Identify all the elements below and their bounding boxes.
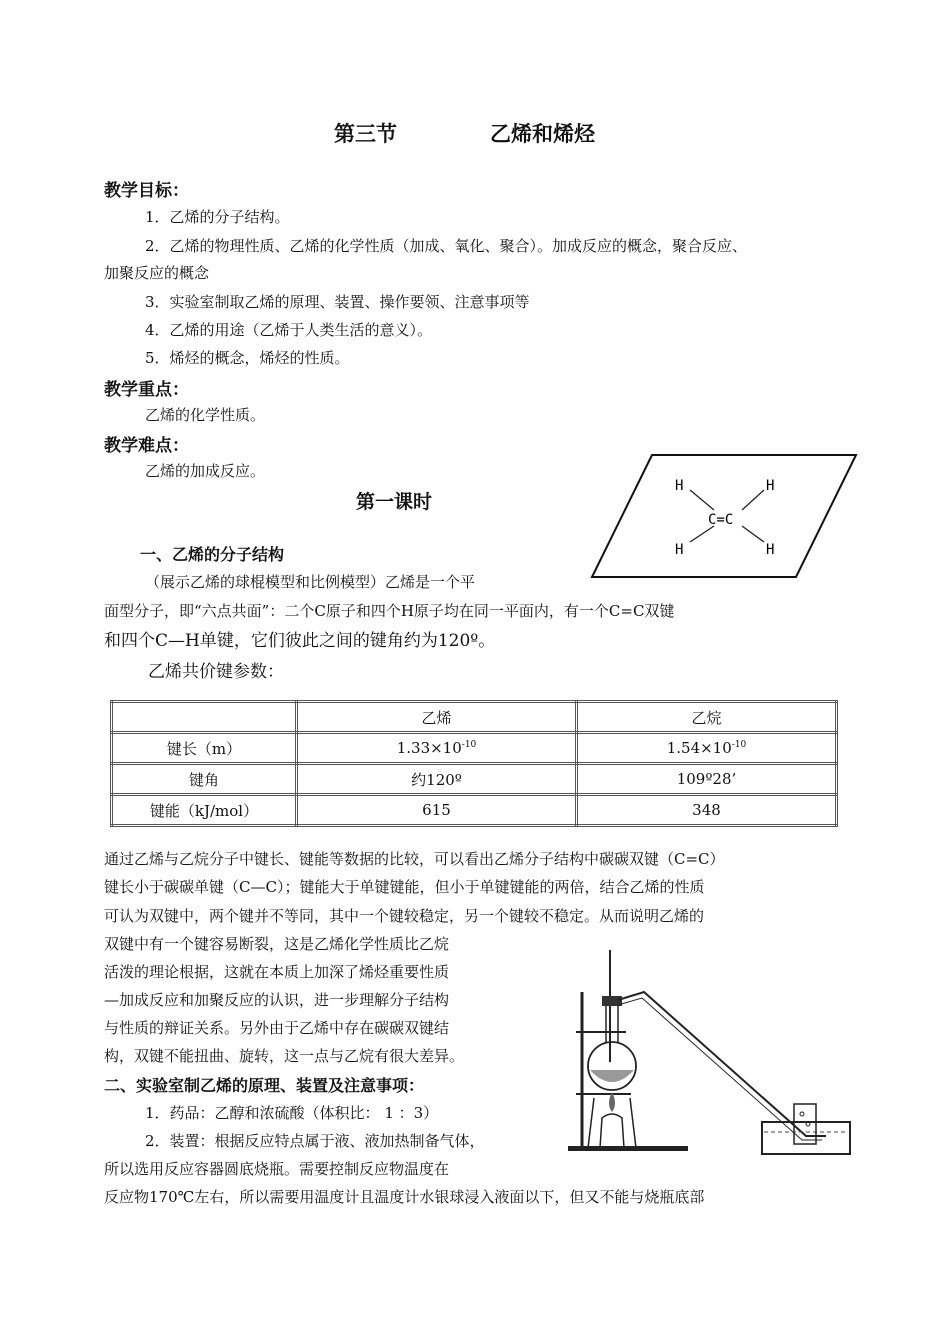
lesson-heading: 第一课时: [356, 491, 433, 513]
carbon-double-bond: C=C: [708, 512, 734, 528]
paragraph-line: 可认为双键中，两个键并不等同，其中一个键较稳定，另一个键较不稳定。从而说明乙烯的: [104, 907, 705, 925]
atom-h-top-right: H: [766, 478, 775, 494]
bond-parameter-table: [110, 700, 838, 827]
table-cell: 615: [297, 795, 577, 826]
table-header-cell: 乙烷: [577, 702, 837, 733]
paragraph-line: 双键中有一个键容易断裂，这是乙烯化学性质比乙烷: [104, 935, 450, 953]
table-cell: 约120º: [297, 764, 577, 795]
bond-params-caption: 乙烯共价键参数：: [148, 662, 284, 682]
atom-h-top-left: H: [675, 478, 684, 494]
difficulty-heading: 教学难点：: [104, 436, 189, 456]
objective-item: 5．烯烃的概念，烯烃的性质。: [145, 349, 350, 367]
water-trough: [762, 1122, 850, 1154]
section-title-number: 第三节: [334, 122, 397, 146]
table-header-cell: 乙烯: [297, 702, 577, 733]
section2-line: 所以选用反应容器圆底烧瓶。需要控制反应物温度在: [104, 1160, 450, 1178]
collection-bottle: [794, 1104, 816, 1144]
paragraph-line: 通过乙烯与乙烷分子中键长、键能等数据的比较，可以看出乙烯分子结构中碳碳双键（C=C）: [104, 850, 725, 868]
paragraph-line: 键长小于碳碳单键（C—C）；键能大于单键键能，但小于单键键能的两倍，结合乙烯的性质: [104, 878, 705, 896]
table-row: [112, 764, 837, 795]
objectives-heading: 教学目标：: [104, 181, 189, 201]
difficulty-text: 乙烯的加成反应。: [145, 462, 266, 480]
table-cell: 109º28’: [577, 764, 837, 795]
ethylene-lab-apparatus: [566, 942, 856, 1164]
paragraph-line: 活泼的理论根据，这就在本质上加深了烯烃重要性质: [104, 963, 450, 981]
section1-line: （展示乙烯的球棍模型和比例模型）乙烯是一个平: [145, 573, 476, 591]
round-bottom-flask: [588, 1042, 636, 1090]
objective-item: 加聚反应的概念: [104, 264, 210, 282]
section-title-topic: 乙烯和烯烃: [490, 122, 595, 146]
row-label: 键能（kJ/mol）: [112, 795, 297, 826]
row-label: 键角: [112, 764, 297, 795]
row-label: 键长（m）: [112, 733, 297, 764]
paragraph-line: 与性质的辩证关系。另外由于乙烯中存在碳碳双键结: [104, 1019, 450, 1037]
delivery-tube: [618, 992, 826, 1136]
atom-h-bottom-right: H: [766, 542, 775, 558]
paragraph-line: —加成反应和加聚反应的认识，进一步理解分子结构: [104, 991, 450, 1009]
section2-line: 2．装置：根据反应特点属于液、液加热制备气体，: [145, 1132, 485, 1150]
table-cell: 348: [577, 795, 837, 826]
atom-h-bottom-left: H: [675, 542, 684, 558]
section1-heading: 一、乙烯的分子结构: [140, 545, 285, 564]
table-row: [112, 795, 837, 826]
table-cell: $1.54\times 10^{-10}$: [577, 733, 837, 764]
objective-item: 2．乙烯的物理性质、乙烯的化学性质（加成、氧化、聚合）。加成反应的概念，聚合反应、: [145, 237, 748, 255]
key-point-text: 乙烯的化学性质。: [145, 406, 266, 424]
paragraph-line: 构，双键不能扭曲、旋转，这一点与乙烷有很大差异。: [104, 1047, 465, 1065]
table-row: [112, 733, 837, 764]
section2-line: 1．药品：乙醇和浓硫酸（体积比： 1 ：3）: [145, 1104, 439, 1122]
key-point-heading: 教学重点：: [104, 380, 189, 400]
objective-item: 1．乙烯的分子结构。: [145, 208, 290, 226]
section2-heading: 二、实验室制乙烯的原理、装置及注意事项：: [104, 1076, 425, 1095]
table-header-row: [112, 702, 837, 733]
objective-item: 3．实验室制取乙烯的原理、装置、操作要领、注意事项等: [145, 293, 530, 311]
stand-base: [568, 1146, 688, 1151]
objective-item: 4．乙烯的用途（乙烯于人类生活的意义）。: [145, 321, 433, 339]
alcohol-lamp: [600, 1114, 624, 1148]
ethylene-plane-diagram: [590, 452, 860, 582]
table-corner-cell: [112, 702, 297, 733]
section1-line: 和四个C—H单键，它们彼此之间的键角约为120º。: [104, 631, 496, 651]
section2-line: 反应物170℃左右，所以需要用温度计且温度计水银球浸入液面以下，但又不能与烧瓶底部: [104, 1188, 705, 1206]
table-cell: $1.33\times 10^{-10}$: [297, 733, 577, 764]
section1-line: 面型分子，即“六点共面”：二个C原子和四个H原子均在同一平面内，有一个C=C双键: [104, 602, 675, 620]
